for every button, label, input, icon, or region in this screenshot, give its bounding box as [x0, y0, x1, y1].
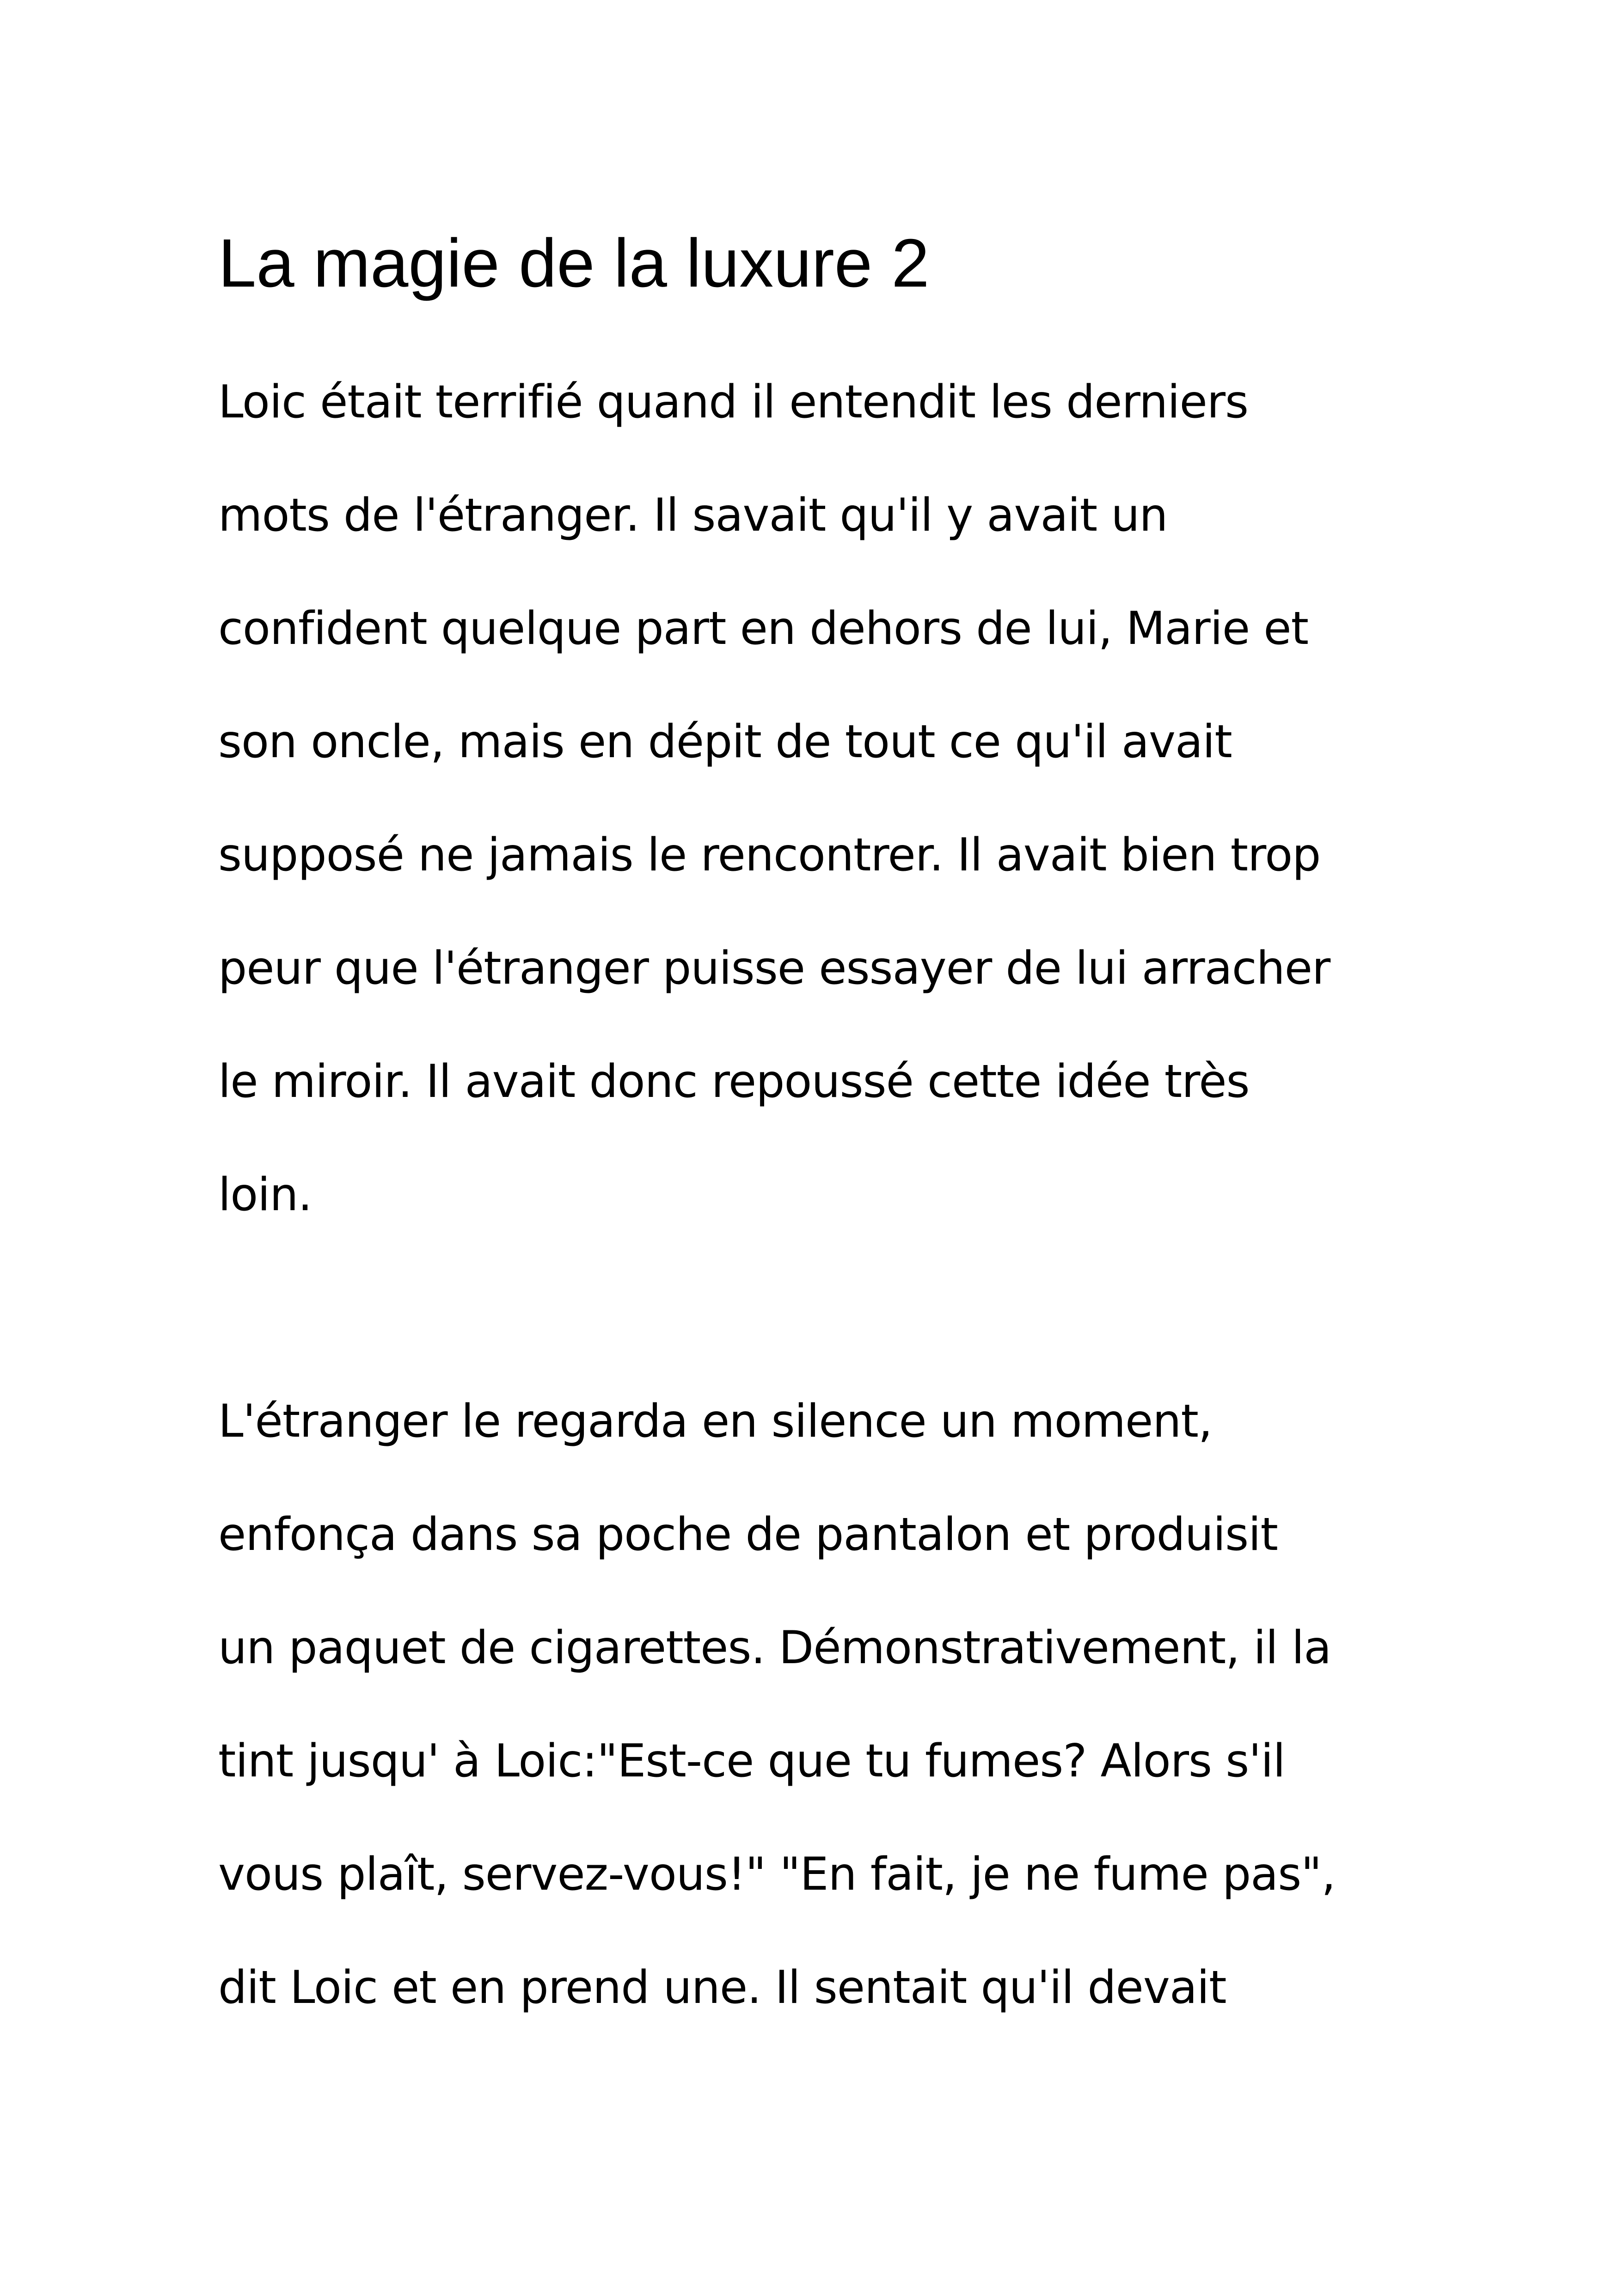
text-line: Loic était terrifié quand il entendit les derniers — [218, 376, 1249, 429]
text-line: son oncle, mais en dépit de tout ce qu'il avait — [218, 716, 1232, 768]
document-title: La magie de la luxure 2 — [218, 225, 930, 301]
text-line: enfonça dans sa poche de pantalon et produisit — [218, 1508, 1278, 1561]
text-line: un paquet de cigarettes. Démonstrativement, il la — [218, 1622, 1331, 1674]
text-line: tint jusqu' à Loic:"Est-ce que tu fumes? Alors s'il — [218, 1735, 1285, 1788]
text-line: supposé ne jamais le rencontrer. Il avait bien trop — [218, 829, 1321, 882]
text-line: peur que l'étranger puisse essayer de lui arracher — [218, 942, 1330, 995]
text-line: le miroir. Il avait donc repoussé cette idée très — [218, 1055, 1250, 1108]
text-line: loin. — [218, 1169, 312, 1221]
text-line: dit Loic et en prend une. Il sentait qu'il devait — [218, 1961, 1226, 2014]
text-line: confident quelque part en dehors de lui, Marie et — [218, 602, 1309, 655]
text-line: L'étranger le regarda en silence un moment, — [218, 1395, 1213, 1448]
text-line: vous plaît, servez-vous!" "En fait, je ne fume pas", — [218, 1848, 1336, 1901]
text-line: mots de l'étranger. Il savait qu'il y avait un — [218, 489, 1168, 542]
